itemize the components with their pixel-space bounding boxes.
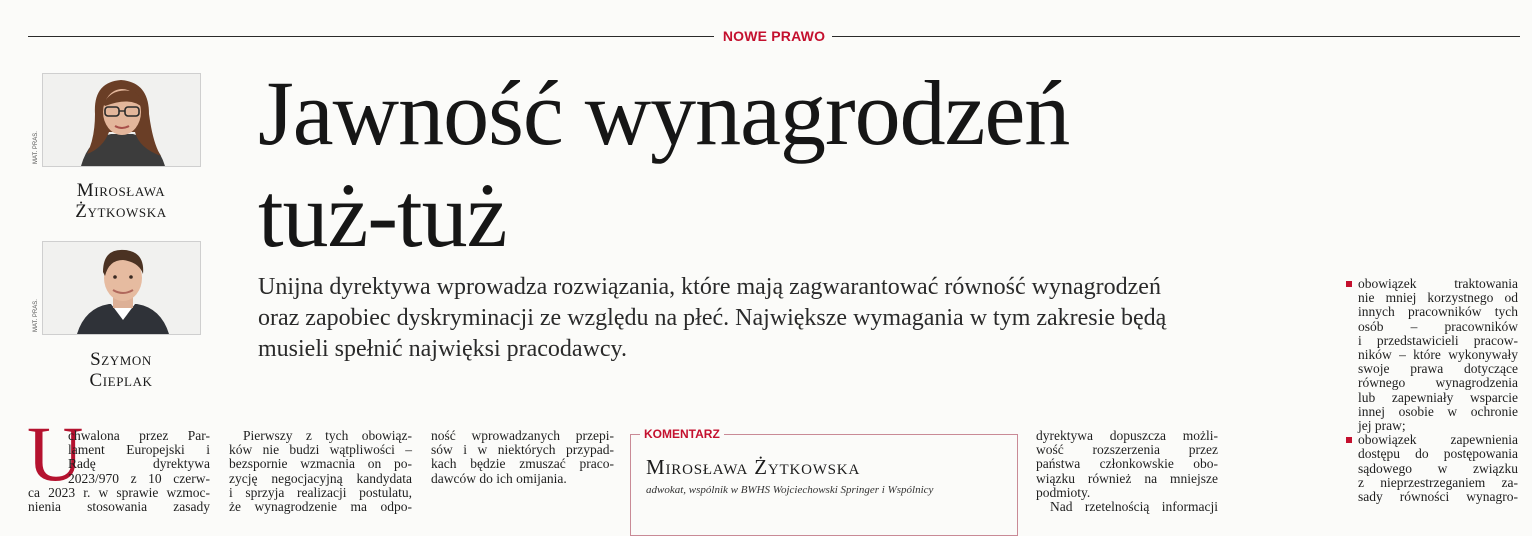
bullet-line: równego wynagrodzenia bbox=[1358, 375, 1518, 391]
body-line: 2023/970 z 10 czerw- bbox=[68, 470, 210, 486]
bullet-square-icon bbox=[1346, 281, 1352, 287]
body-line: wość rozszerzenia przez bbox=[1036, 442, 1218, 458]
body-line: dyrektywa dopuszcza możli- bbox=[1036, 428, 1218, 443]
author-name-zytkowska bbox=[30, 180, 212, 222]
author-photo-cieplak bbox=[42, 241, 201, 335]
body-line: chwalona przez Par- bbox=[68, 428, 210, 443]
body-line: Pierwszy z tych obowiąz- bbox=[243, 428, 412, 443]
bullet-line: obowiązek zapewnienia bbox=[1358, 432, 1518, 448]
bullet-item bbox=[1346, 277, 1518, 433]
body-line: kach będzie zmuszać praco- bbox=[431, 456, 614, 472]
bullet-line: i przedstawicieli pracow- bbox=[1358, 332, 1518, 348]
lead-line: musieli spełnić najwięksi pracodawcy. bbox=[258, 336, 627, 362]
body-column-1 bbox=[68, 429, 210, 486]
body-line: Radę dyrektywa bbox=[68, 456, 210, 472]
bullet-line: lub zapewniały wsparcie bbox=[1358, 389, 1518, 405]
bullet-line: jej praw; bbox=[1358, 418, 1406, 434]
lead-line: Unijna dyrektywa wprowadza rozwiązania, które mają zagwarantować równość wynagrodzeń bbox=[258, 274, 1161, 300]
body-line: Nad rzetelnością informacji bbox=[1050, 499, 1218, 515]
body-column-1-full bbox=[28, 486, 210, 514]
body-line: nienia stosowania zasady bbox=[28, 499, 210, 515]
section-rule-right bbox=[832, 36, 1520, 37]
comment-tag: KOMENTARZ bbox=[640, 427, 724, 441]
body-line: i sprzyja realizacji postulatu, bbox=[229, 484, 412, 500]
bullet-line: innych pracowników tych bbox=[1358, 304, 1518, 320]
bullet-list bbox=[1346, 277, 1518, 504]
body-line: zycję negocjacyjną kandydata bbox=[229, 470, 412, 486]
author-name-line2: Cieplak bbox=[89, 370, 153, 391]
body-line: podmioty. bbox=[1036, 484, 1091, 500]
body-line: ność wprowadzanych przepi- bbox=[431, 428, 614, 443]
author-name-line1: Mirosława bbox=[76, 180, 166, 201]
comment-author: Mirosława Żytkowska bbox=[646, 455, 861, 479]
body-line: sów i w niektórych przypad- bbox=[431, 442, 614, 458]
bullet-line: sady równości wynagro- bbox=[1358, 489, 1518, 505]
bullet-line: z nieprzestrzeganiem za- bbox=[1358, 474, 1518, 490]
lead-line: oraz zapobiec dyskryminacji ze względu na płeć. Największe wymagania w tym zakresie będą bbox=[258, 305, 1167, 331]
bullet-line: innej osobie w ochronie bbox=[1358, 403, 1518, 419]
body-line: że wynagrodzenie ma odpo- bbox=[229, 499, 412, 515]
bullet-line: swoje prawa dotyczące bbox=[1358, 361, 1518, 377]
body-line: bezspornie wzmacnia on po- bbox=[229, 456, 412, 472]
drop-cap: U bbox=[27, 410, 84, 497]
body-column-3 bbox=[431, 429, 614, 486]
bullet-line: obowiązek traktowania bbox=[1358, 276, 1518, 291]
section-rule-left bbox=[28, 36, 714, 37]
section-label: NOWE PRAWO bbox=[722, 28, 826, 44]
author-name-line1: Szymon bbox=[90, 349, 152, 370]
bullet-line: dostępu do postępowania bbox=[1358, 446, 1518, 462]
headline-line2: tuż-tuż bbox=[258, 164, 507, 266]
body-line: ków nie budzi wątpliwości – bbox=[229, 442, 412, 458]
bullet-line: nie mniej korzystnego od bbox=[1358, 290, 1518, 306]
body-line: ca 2023 r. w sprawie wzmoc- bbox=[28, 485, 210, 500]
body-column-5 bbox=[1036, 429, 1218, 514]
body-line: wiązku również na mniejsze bbox=[1036, 470, 1218, 486]
author-name-line2: Żytkowska bbox=[75, 201, 167, 222]
bullet-line: osób – pracowników bbox=[1358, 318, 1518, 334]
author-photo-zytkowska bbox=[42, 73, 201, 167]
body-line: dawców do ich omijania. bbox=[431, 470, 567, 486]
lead-paragraph bbox=[258, 272, 1238, 365]
photo-credit: MAT. PRAS. bbox=[33, 131, 39, 164]
bullet-item bbox=[1346, 433, 1518, 504]
body-line: lament Europejski i bbox=[68, 442, 210, 458]
comment-author-role: adwokat, wspólnik w BWHS Wojciechowski Springer i Wspólnicy bbox=[646, 484, 934, 496]
headline-line1: Jawność wynagrodzeń bbox=[258, 62, 1070, 164]
body-line: państwa członkowskie obo- bbox=[1036, 456, 1218, 472]
bullet-line: ników – które wykonywały bbox=[1358, 347, 1518, 363]
bullet-square-icon bbox=[1346, 437, 1352, 443]
author-name-cieplak bbox=[30, 349, 212, 391]
headline bbox=[258, 62, 1238, 266]
bullet-line: sądowego w związku bbox=[1358, 460, 1518, 476]
body-column-2 bbox=[229, 429, 412, 514]
photo-credit: MAT. PRAS. bbox=[33, 299, 39, 332]
